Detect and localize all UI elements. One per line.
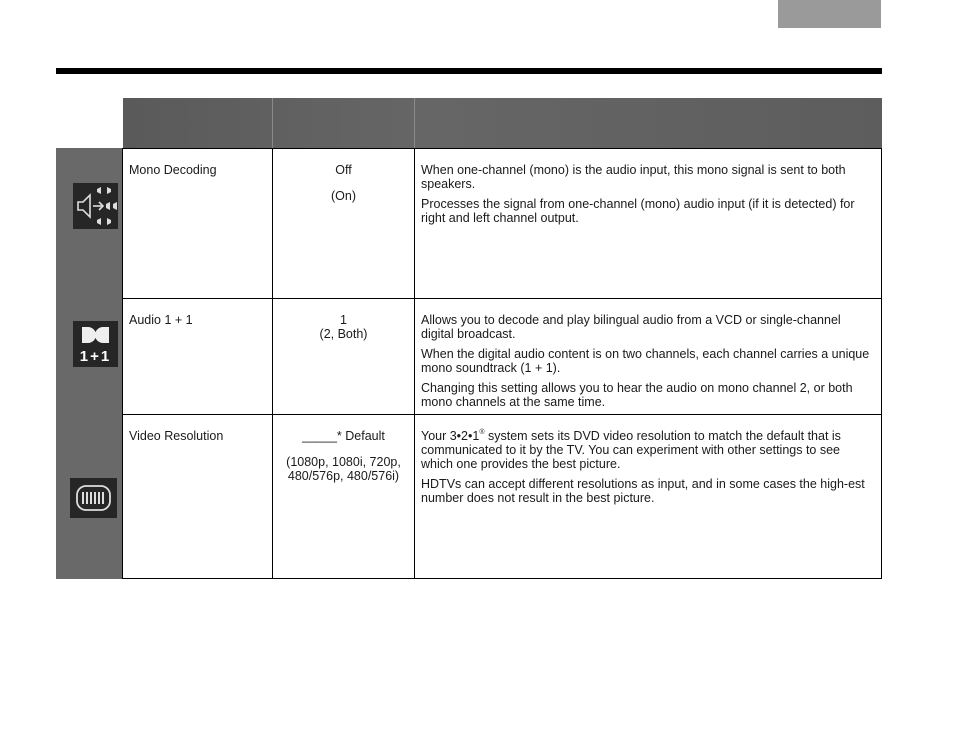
video-display-icon bbox=[70, 478, 117, 518]
header-rule bbox=[56, 68, 882, 74]
setting-name: Mono Decoding bbox=[123, 149, 273, 298]
table-header-bar bbox=[123, 98, 882, 149]
setting-value: 1 bbox=[340, 313, 347, 327]
description-paragraph: Processes the signal from one-channel (mono) audio input (if it is detected) for right and left channel output. bbox=[421, 197, 855, 225]
setting-options: (2, Both) bbox=[319, 327, 368, 341]
setting-value: _____* Default bbox=[302, 429, 385, 443]
header-separator bbox=[414, 98, 415, 149]
setting-name: Audio 1 + 1 bbox=[123, 299, 273, 414]
header-separator bbox=[272, 98, 273, 149]
dolby-dual-mono-icon bbox=[73, 321, 118, 367]
table-row bbox=[122, 414, 882, 579]
setting-description bbox=[415, 415, 881, 578]
setting-value-cell bbox=[273, 415, 415, 578]
description-paragraph: Changing this setting allows you to hear the audio on mono channel 2, or both mono channels at the same time. bbox=[421, 381, 853, 409]
setting-options: (1080p, 1080i, 720p, 480/576p, 480/576i) bbox=[286, 455, 401, 483]
table-row bbox=[122, 298, 882, 415]
setting-description bbox=[415, 299, 881, 414]
setting-name: Video Resolution bbox=[123, 415, 273, 578]
registered-mark: ® bbox=[479, 429, 485, 436]
setting-value: Off bbox=[335, 163, 352, 177]
description-paragraph: When the digital audio content is on two channels, each channel carries a unique mono soundtrack (1 + 1). bbox=[421, 347, 870, 375]
dolby-dual-mono-label: 1+1 bbox=[79, 348, 112, 365]
description-paragraph: HDTVs can accept different resolutions as input, and in some cases the high-est number does not result in the best picture. bbox=[421, 477, 865, 505]
setting-options: (On) bbox=[331, 189, 356, 203]
description-paragraph: Allows you to decode and play bilingual audio from a VCD or single-channel digital broadcast. bbox=[421, 313, 841, 341]
setting-value-cell bbox=[273, 149, 415, 298]
setting-value-cell bbox=[273, 299, 415, 414]
description-paragraph bbox=[421, 429, 875, 471]
setting-description bbox=[415, 149, 881, 298]
page-tab-marker bbox=[778, 0, 881, 28]
description-text: system sets its DVD video resolution to match the default that is communicated to it by the TV. You can experiment with other settings to see which one provides the best picture. bbox=[421, 429, 841, 471]
description-text: Your 3•2•1 bbox=[421, 429, 480, 443]
mono-speaker-icon bbox=[73, 183, 118, 229]
table-row bbox=[122, 148, 882, 299]
description-paragraph: When one-channel (mono) is the audio input, this mono signal is sent to both speakers. bbox=[421, 163, 846, 191]
